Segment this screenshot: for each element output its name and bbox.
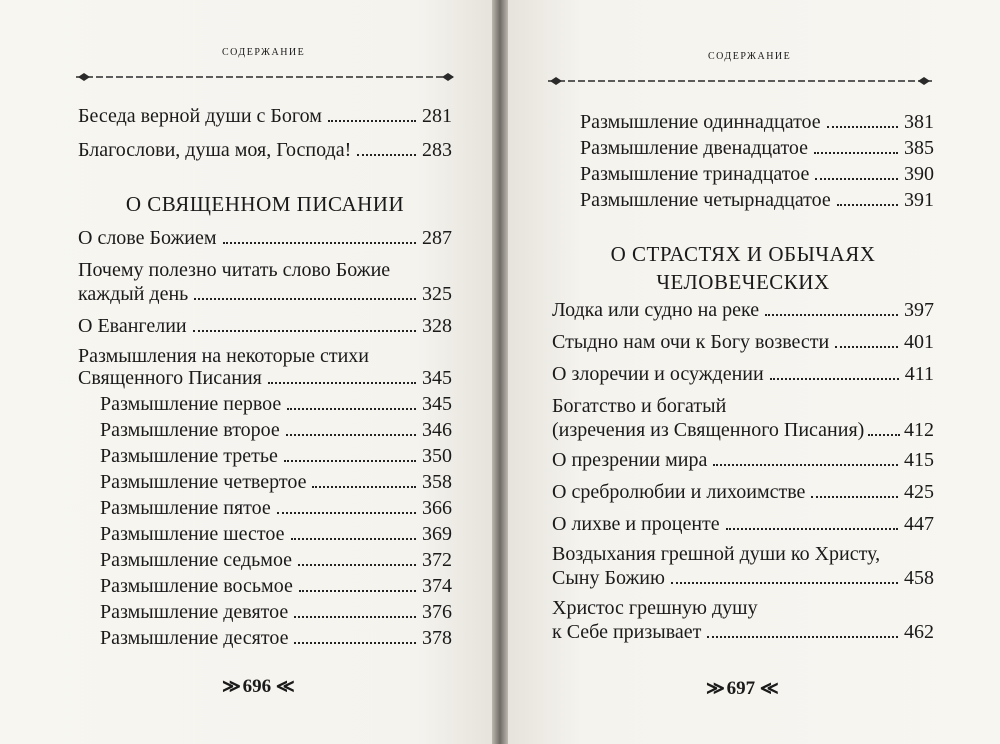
entry-title: Размышление первое [100, 393, 282, 415]
entry-title: О слове Божием [78, 227, 217, 249]
page-number-footer [706, 678, 776, 700]
entry-page: 412 [904, 419, 934, 441]
entry-title: Размышление третье [100, 445, 278, 467]
entry-page: 281 [422, 105, 452, 127]
leader-dots [707, 636, 898, 638]
toc-sub-entry[interactable] [100, 472, 452, 492]
entry-title: Беседа верной души с Богом [78, 105, 322, 127]
leader-dots [811, 496, 898, 498]
toc-sub-entry[interactable] [100, 446, 452, 466]
toc-entry[interactable] [552, 332, 934, 352]
entry-title-line2: (изречения из Священного Писания) [552, 419, 865, 441]
toc-sub-entry[interactable] [100, 524, 452, 544]
ornament-right: ≪ [275, 676, 292, 696]
entry-page: 401 [904, 331, 934, 353]
toc-sub-entry[interactable] [580, 112, 934, 132]
entry-page: 325 [422, 283, 452, 305]
leader-dots [299, 590, 416, 592]
entry-title: Размышление девятое [100, 601, 289, 623]
toc-entry[interactable] [552, 622, 934, 642]
leader-dots [194, 298, 416, 300]
entry-title: Размышление седьмое [100, 549, 293, 571]
toc-sub-entry[interactable] [100, 420, 452, 440]
toc-sub-entry[interactable] [100, 394, 452, 414]
leader-dots [312, 486, 416, 488]
entry-title: О Евангелии [78, 315, 187, 337]
toc-entry[interactable] [552, 420, 934, 440]
entry-page: 462 [904, 621, 934, 643]
toc-entry[interactable] [78, 106, 452, 126]
entry-title: О презрении мира [552, 449, 708, 471]
toc-entry[interactable] [552, 364, 934, 384]
toc-entry[interactable] [78, 140, 452, 160]
entry-page: 447 [904, 513, 934, 535]
entry-page: 358 [422, 471, 452, 493]
leader-dots [770, 378, 899, 380]
toc-entry[interactable] [552, 300, 934, 320]
entry-title: Размышление десятое [100, 627, 289, 649]
entry-page: 378 [422, 627, 452, 649]
entry-page: 385 [904, 137, 934, 159]
leader-dots [291, 538, 416, 540]
ornament-right: ≪ [759, 678, 776, 698]
leader-dots [294, 642, 416, 644]
entry-title: Размышление тринадцатое [580, 163, 810, 185]
toc-sub-entry[interactable] [100, 498, 452, 518]
entry-page: 287 [422, 227, 452, 249]
toc-sub-entry[interactable] [580, 164, 934, 184]
leader-dots [357, 154, 416, 156]
ornament-left: ≫ [222, 676, 238, 696]
entry-page: 376 [422, 601, 452, 623]
leader-dots [835, 346, 898, 348]
leader-dots [328, 120, 416, 122]
leader-dots [827, 126, 898, 128]
right-page [508, 0, 1000, 744]
page-number: 697 [726, 678, 756, 699]
entry-title: О сребролюбии и лихоимстве [552, 481, 806, 503]
entry-title: О злоречии и осуждении [552, 363, 764, 385]
running-head: содержание [222, 44, 306, 59]
entry-page: 458 [904, 567, 934, 589]
leader-dots [671, 582, 898, 584]
entry-title: Стыдно нам очи к Богу возвести [552, 331, 830, 353]
toc-entry[interactable] [552, 514, 934, 534]
toc-entry[interactable] [552, 482, 934, 502]
left-page [0, 0, 492, 744]
entry-title: О лихве и проценте [552, 513, 720, 535]
entry-title-line1: Богатство и богатый [552, 395, 727, 417]
ornament-rule [548, 76, 932, 86]
entry-title-line2: к Себе призывает [552, 621, 702, 643]
book-gutter [492, 0, 508, 744]
entry-page: 415 [904, 449, 934, 471]
entry-page: 369 [422, 523, 452, 545]
entry-title-line2: Священного Писания [78, 367, 262, 389]
leader-dots [287, 408, 416, 410]
toc-sub-entry[interactable] [100, 628, 452, 648]
entry-title-line1: Размышления на некоторые стихи [78, 345, 369, 367]
entry-page: 328 [422, 315, 452, 337]
page-number: 696 [242, 676, 272, 697]
toc-entry[interactable] [78, 284, 452, 304]
entry-title: Размышление четырнадцатое [580, 189, 831, 211]
entry-page: 391 [904, 189, 934, 211]
entry-title: Размышление четвертое [100, 471, 307, 493]
entry-page: 397 [904, 299, 934, 321]
ornament-left: ≫ [706, 678, 722, 698]
leader-dots [765, 314, 898, 316]
entry-title: Лодка или судно на реке [552, 299, 760, 321]
entry-page: 374 [422, 575, 452, 597]
toc-entry[interactable] [78, 316, 452, 336]
leader-dots [193, 330, 416, 332]
leader-dots [837, 204, 898, 206]
toc-entry[interactable] [78, 368, 452, 388]
leader-dots [284, 460, 416, 462]
leader-dots [868, 434, 900, 436]
entry-page: 346 [422, 419, 452, 441]
leader-dots [286, 434, 416, 436]
section-title-line2: ЧЕЛОВЕЧЕСКИХ [656, 270, 830, 294]
entry-page: 350 [422, 445, 452, 467]
running-head: содержание [708, 48, 792, 63]
section-title [552, 240, 934, 296]
entry-page: 411 [904, 363, 934, 385]
leader-dots [268, 382, 416, 384]
entry-page: 366 [422, 497, 452, 519]
entry-page: 345 [422, 393, 452, 415]
leader-dots [815, 178, 898, 180]
leader-dots [713, 464, 898, 466]
entry-title: Размышление восьмое [100, 575, 293, 597]
entry-title: Размышление шестое [100, 523, 285, 545]
entry-title: Благослови, душа моя, Господа! [78, 139, 352, 161]
toc-entry[interactable] [552, 450, 934, 470]
page-number-footer [222, 676, 292, 698]
leader-dots [294, 616, 416, 618]
leader-dots [814, 152, 898, 154]
leader-dots [277, 512, 416, 514]
entry-title-line1: Христос грешную душу [552, 597, 758, 619]
entry-page: 372 [422, 549, 452, 571]
entry-title: Размышление второе [100, 419, 280, 441]
toc-sub-entry[interactable] [580, 138, 934, 158]
toc-entry[interactable] [552, 568, 934, 588]
leader-dots [298, 564, 416, 566]
entry-page: 381 [904, 111, 934, 133]
entry-page: 425 [904, 481, 934, 503]
toc-sub-entry[interactable] [100, 602, 452, 622]
entry-title: Размышление пятое [100, 497, 271, 519]
entry-title: Размышление одиннадцатое [580, 111, 821, 133]
toc-sub-entry[interactable] [580, 190, 934, 210]
entry-title-line1: Почему полезно читать слово Божие [78, 259, 391, 281]
leader-dots [223, 242, 416, 244]
entry-page: 283 [422, 139, 452, 161]
leader-dots [726, 528, 898, 530]
toc-entry[interactable] [78, 228, 452, 248]
section-title-line1: О СТРАСТЯХ И ОБЫЧАЯХ [610, 242, 876, 266]
ornament-rule [76, 72, 456, 82]
entry-title: Размышление двенадцатое [580, 137, 809, 159]
entry-page: 345 [422, 367, 452, 389]
entry-title-line2: Сыну Божию [552, 567, 665, 589]
toc-sub-entry[interactable] [100, 550, 452, 570]
toc-sub-entry[interactable] [100, 576, 452, 596]
entry-title-line1: Воздыхания грешной души ко Христу, [552, 543, 881, 565]
entry-title-line2: каждый день [78, 283, 189, 305]
entry-page: 390 [904, 163, 934, 185]
section-title: О СВЯЩЕННОМ ПИСАНИИ [125, 192, 405, 216]
